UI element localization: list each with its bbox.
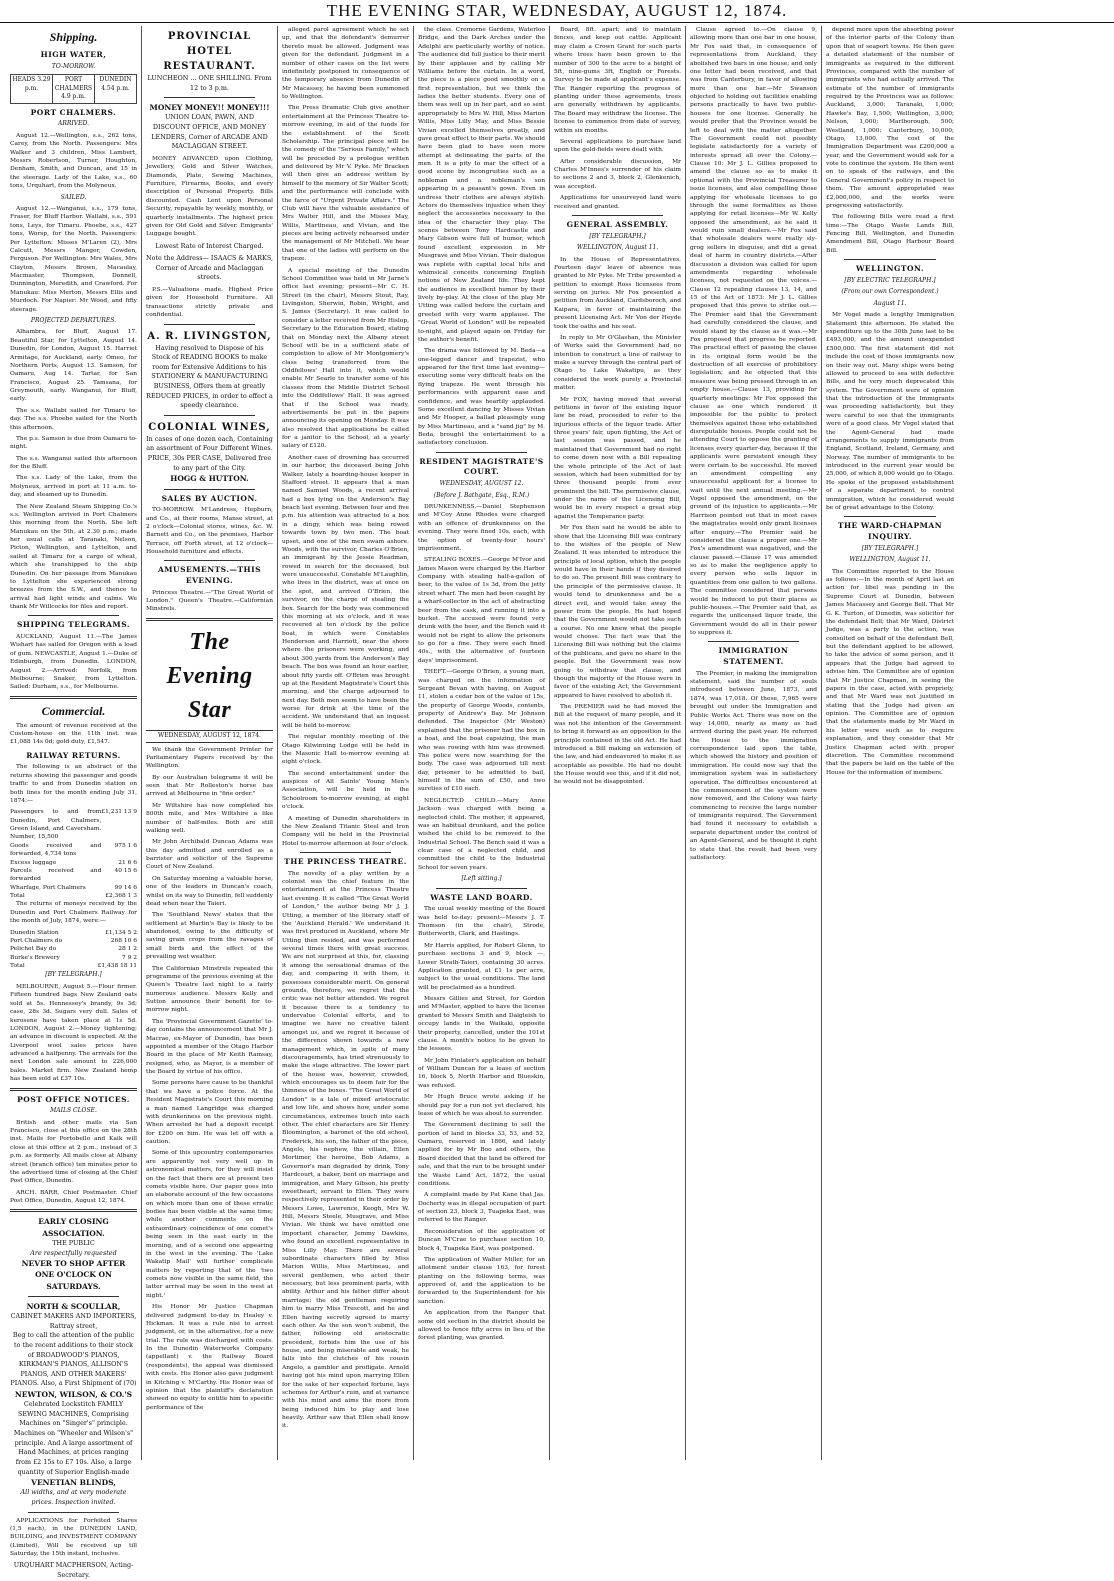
- row-value: £1,438 18 11: [97, 963, 137, 970]
- board-para: An application from the Ranger that some old section in the district should be allowed to fence fifty acres in lieu of the forest planting, was granted.: [418, 1310, 545, 1342]
- column-2: [142, 26, 278, 1460]
- money-rate: Lowest Rate of Interest Charged.: [155, 241, 264, 250]
- shipping-para: The p.s. Samson is due from Oamaru to-night.: [10, 435, 137, 451]
- court-para: DRUNKENNESS.—Daniel Stephenson and M'Coy Anne Rhodes were charged with an offence of drunkenness on the evening. They were fined 10s. each, with the option of twenty-four hours' imprisonment.: [418, 504, 545, 552]
- early-closing-heading: EARLY CLOSING ASSOCIATION.: [38, 1217, 109, 1238]
- board-para: After considerable discussion, Mr Charles M'Innes's surrender of his claim to sections 2 and 3, block 2, Glenkenich, was accepted.: [554, 158, 681, 190]
- divider: [164, 324, 255, 325]
- table-row: [10, 859, 137, 867]
- money-address: Note the Address— ISAACS & MARKS, Corner of Arcade and Maclaggan streets.: [146, 254, 274, 282]
- row-label: Dunedin Station: [10, 929, 59, 936]
- divider: [28, 1296, 119, 1297]
- correspondent-label: (From our own Correspondent.): [841, 288, 939, 296]
- editorial-para: The 'Provincial Government Gazette' to-day contains the announcement that Mr J. Macrae, ex-Mayor of Dunedin, has been appointed a member of the Otago Harbor Board in the place of Mr Keith Ramsay, resigned, who, as Mayor, is a member of the Board by virtue of his office.: [146, 1018, 273, 1076]
- table-row: [10, 962, 137, 970]
- arrived-text: August 12.—Wellington, s.s., 262 tons, Carey, from the North. Passengers: Mrs Walker and 3 children, Miss Lambert, Messrs Robertson, Turner, Houghton, Denham, Smith, and Duncan, and 15 in the steerage. Lady of the Lake, s.s., 60 tons, Urquhart, from the Molyneux.: [10, 132, 137, 190]
- tide-port: PORT CHALMERS 4.9 p.m.: [53, 75, 95, 103]
- table-row: [10, 892, 137, 900]
- table-row: [10, 945, 137, 953]
- commercial-heading: Commercial.: [41, 703, 106, 718]
- north-scoullar-sub: CABINET MAKERS AND IMPORTERS, Rattray street,: [10, 1312, 137, 1330]
- paper-date: WEDNESDAY, AUGUST 12, 1874.: [146, 730, 273, 743]
- ward-chapman-heading: THE WARD-CHAPMAN INQUIRY.: [837, 521, 943, 541]
- venetian-text: All widths, and at very moderate prices. Inspection invited.: [20, 1488, 127, 1506]
- wine-sign: HOGG & HUTTON.: [170, 474, 249, 484]
- by-electric-telegraph-label: [BY ELECTRIC TELEGRAPH.]: [844, 276, 936, 284]
- arrived-heading: ARRIVED.: [58, 120, 89, 128]
- editorial-para: Some persons have cause to be thankful that we have a police force. At the Resident Magistrate's Court this morning a man named Langridge was charged with drunkenness on the previous night. When arrested he had a deposit receipt for £200 on him. He was let off with a caution.: [146, 1080, 273, 1146]
- row-value: 7 9 2: [122, 954, 137, 961]
- article-para: the class. Cremorne Gardens, Waterloo Bridge, and the Dark Arches under the Adelphi are particularly worthy of notice. The audience did full justice to their merit by their applause and by calling Mr Williams before the curtain. In a word, the piece is a piece good smoothly on a first representation, but we think the ladies the better students. Every one of them was well up in her part, and so sent appropriately to Mrs W. Hill, Miss Marion Willis, Miss Lilly May, and Miss Bessie Vivian excelled themselves greatly, and gave great effect to their parts. We should have been glad to have seen more attempt at delineating the parts of the men. It is a pity to mar the effect of a good scene by incongruities such as a nobleman and a nobleman's son appearing in a peasant's gown. Even in undress their clothes are always stylish. Actors do themselves injustice when they neglect the accessories necessary to the idea of the character they play. The scenes between Tony Hardcastle and Mary Gibson were full of humor, which found excellent expression in Mr Musgrave and Miss Vivian. Their dialogue was replete with capital local hits and whimsical conceits concerning English notions of New Zealand life. They kept the audience in excellent humor by their lively by-play. At the close of the play Mr Utting was called before the curtain and greeted with very warm applause. The "Great World of London" will be repeated to-night, and played again on Friday for the author's benefit.: [418, 27, 545, 343]
- immigration-para: depend more upon the absorbing power of the interior parts of the Colony than upon that of seaport towns. He then gave a detailed statement of the number of immigrants as required in the different Provinces, compared with the number of immigrants who had actually arrived. The estimate of the number of immigrants required by the Provinces was as follows: Auckland, 3,000; Taranaki, 1,000; Hawke's Bay, 1,500; Wellington, 3,000; Nelson, 1,000; Marlborough, 500; Westland, 1,000; Canterbury, 10,000; Otago, 13,000. The cost of the Immigration Department was £200,000 a year, and the Government would ask for a vote to continue the system. He then went on to speak of the railways, and the General Government's policy in respect to them. The amount appropriated was £2,000,000, and the works were progressing satisfactorily.: [826, 27, 954, 209]
- board-para: The application of Walter Miller, for an allotment under clause 163, for forest planting on the following terms, was approved of, and the application to be forwarded to the Superintendent for his sanction.: [418, 1256, 545, 1305]
- divider: [572, 215, 663, 216]
- divider: [436, 888, 527, 889]
- court-before: (Before J. Bathgate, Esq., R.M.): [433, 491, 530, 499]
- editorial-para: The 'Southland News' states that the settlement at Martin's Bay is likely to be abandoned, owing to the difficulty of saving grain crops from the ravages of small birds and the effect of the prevailing wet weather.: [146, 912, 273, 961]
- column-5: [550, 26, 686, 1460]
- row-label: Parcels received and forwarded: [10, 867, 102, 883]
- article-para: The novelty of a play written by a colonist was the chief feature in the entertainment at the Princess Theatre last evening. It is called "The Great World of London," the author being Mr J. J. Utting, a member of the literary staff of the 'Auckland Herald.' We understand it was first produced in Auckland, where Mr Utting then resided, and was performed several times there with great success. We are not surprised at this, for, classing it among the sensational dramas of the day, and comparing it with them, it possesses considerable merit. On general grounds, therefore, we regret that the critic was not better attended. We regret it because there is a tendency to undervalue Colonial efforts, and to imagine we have no creative talent amongst us, and we regret it because of the difference shown towards a new management which, in spite of many discouragements, has tried strenuously to make the stage attractive. The lower part of the house was, however, crowded, which encourages us to deem fair for the thinness of the boxes. "The Great World of London" is a tale of mixed aristocratic and low life, and shows how, under some circumstances, extremes touch into each other. The chief characters are Sir Henry Bloomington, a baronet of the old school, Frederick, his son, the father of the piece, Angelo, his nephew, the villain, Ellen Mortimer, the heroine, Bob Adams, a Governor's man degraded by drink, Tony Hardcourt, a baker, bent on marriage and immigration, and Mary Gibson, his pretty sweetheart, servant to Ellen. They were respectively represented in their order by Messrs Lowe, Lawrence, Keogh, Mrs W. Hill, Messrs Steele, Musgrave, and Miss Vivian. We think we have omitted one important character, Jemmy Dawkins, who found an excellent representative in Miss Lilly May. There are several subordinate characters filled by Miss Marion Willis, Miss Martineau, and several gentlemen, who acted their necessary, but less prominent parts, with ability. Arthur and his father differ about marriage; the old gentleman requiring him to marry Miss Truscott, and he and Ellen having secretly agreed to marry each other. As the son won't submit, the father, following old aristocratic precedent, forbids him the use of his house, and being miserable and weak, he falls into the clutches of his cousin Angelo, a gambler and profligate. Arnold having got his mind upon marrying Ellen for the sake of her expected fortune, lays schemes for Arthur's ruin, and at variance with his mind and aims the more from being induced him to play and lose heavily. Arthur saw that Ellen shall know it.: [282, 870, 409, 1430]
- wellington-para: Mr Vogel made a lengthy Immigration Statement this afternoon. He stated the expenditure up to the 30th June last to be £493,000, and the amount unexpended £500,000. The first statement did not include the cost of those immigrants now on their way out. Many ships were being allowed to proceed to sea with defective Bills, and he very much deprecated this system. The Government were of opinion that the introduction of the Immigrants was proceeding satisfactorily, but they were careful to see that the immigrants were of a good class. Mr Vogel stated that the Agent-General had made arrangements to supply immigrants from England, Scotland, Ireland, Germany, and Norway. The number of immigrants to be introduced in the current year would be 25,000, of which 8,000 would go to Otago. He spoke of the proposed establishment of a separate department to control immigration, which he considered would be of great advantage to the Colony.: [826, 312, 954, 511]
- editorial-para: Some of this upcountry contemporaries are apparently not very well up in astronomical matters, for they will insist on the fact that there are at present two comets visible here. Our paper goes into an elaborate account of the few occasions on which more than one of these erratic bodies has been visible at the same time; while another comments on the extraordinary coincidence of one comet's being seen in the east early in the morning, and of a second one appearing in the west in the evening. The 'Lake Wakatip Mail' will further complicate matters by reporting that of the 'two comets now visible in the same field, the latter arrival may be seen in the west at night.': [146, 1150, 273, 1299]
- hotel-heading: PROVINCIAL HOTEL RESTAURANT.: [163, 31, 256, 72]
- applications-sign: URQUHART MACPHERSON, Acting-Secretary.: [13, 1561, 134, 1580]
- paper-title: The Evening Star: [166, 628, 253, 723]
- editorial-para: Mr Wiltshire has now completed his 800th mile, and Mrs Wiltshire a like number of half-miles. Both are still walking well.: [146, 802, 273, 834]
- tomorrow-label: TO-MORROW.: [51, 62, 96, 70]
- post-office-sign: ARCH. BARR, Chief Postmaster. Chief Post Office, Dunedin, August 12, 1874.: [10, 1189, 137, 1205]
- by-telegraph-label: [BY TELEGRAPH.]: [45, 971, 102, 979]
- article-para: Another case of drowning has occurred in our harbor, the deceased being John Walker, lately a boarding-house keeper in Stafford street. It appears that a man named Samuel Woods, a recent arrival had a box lying on the Anderson's Bay beach last evening. Between four and five p.m. his attention was attracted to a box in a dingy, which was being rowed towards town by two men. The boat upset, and one of the men swam ashore. Woods, with the survivor, Charles O'Brien, an immigrant by the Jessie Readman, rowed in search for the deceased, but were unsuccessful. Constable M'Laughlin, who lives in the district, was at once on the spot, and arrived O'Brien, the survivor, on the charge of stealing the box. Search for the body was commenced this morning at six o'clock, and it was recovered at ten o'clock by the police boat, in which were Constables Henderson and Harriott, near the shore where the prisoners were working, and about 300 yards from the Anderson's Bay beach. The box was found an hour earlier, about fifty yards off. O'Brien was brought up at the Resident Magistrate's Court this morning, and the charge adjourned to next day. Both men seem to have been the worse for drink at the time of the accident. We understand that an inquest will be held to-morrow.: [282, 454, 409, 729]
- applications-text: APPLICATIONS for Forfeited Shares (1,5 each), in the DUNEDIN LAND, BUILDING, and INVESTMENT COMPANY (Limited), Will be received up till Saturday, the 15th instant, inclusive.: [10, 1517, 137, 1558]
- high-water-heading: HIGH WATER,: [40, 50, 107, 60]
- assembly-date: WELLINGTON, August 11.: [576, 244, 659, 252]
- money-text: MONEY ADVANCED upon Clothing, Jewellery, Gold and Silver Watches, Diamonds, Plate, Sewing Machines, Furniture, Firearms, Books, and every description of Personal Property. Bills discounted. Cash Lent upon Personal Security, repayable by weekly, monthly, or quarterly installments. The highest price given for Old Gold and Silver. Emigrants' Luggage bought.: [146, 155, 273, 238]
- shipping-para: The New Zealand Steam Shipping Co.'s s.s. Wellington arrived in Port Chalmers this morning from the North. She left Manukau on the 5th, at 2.30 p.m.; made her usual calls at Taranaki, Nelson, Picton, Wellington, and Lyttelton, and sailed at Timaru for a cargo of wheat, which she transhipped to the ship Dunedin. On her passage from Manukau to Lyttelton she experienced strong breezes from the S.W., and thence to arrival had light winds and calms. We thank Mr Willcocks for files and report.: [10, 503, 137, 611]
- table-row: [10, 867, 137, 884]
- divider: [708, 641, 799, 642]
- assembly-para: The PREMIER said he had moved the Bill at the request of many people, and it was not the intention of the Government to bring it forward as an opposition to the principle contained in the old Act. He had introduced a Bill making an extension of the law, and had endeavored to make it as acceptable as possible. He had no doubt the House would see this, and if it did not, he would not be disappointed.: [554, 704, 681, 786]
- editorial-para: The Californian Minstrels repeated the programme of the previous evening at the Queen's Theatre last night to a fairly numerous audience. Messrs Kelly and Sutton announce their benefit for to-morrow night.: [146, 965, 273, 1014]
- divider: [164, 489, 255, 490]
- wellington-date: August 11.: [873, 299, 907, 307]
- sales-text: TO-MORROW. M'Landress, Hepburn, and Co., at their rooms, Manse street, at 2 o'clock—Colonial stores, wines, &c. W. Barnett and Co., on the premises, Harbor Terrace, off Forth street, at 12 o'clock—Household furniture and effects.: [146, 507, 273, 556]
- wine-ad: [146, 420, 273, 485]
- port-chalmers-heading: PORT CHALMERS.: [30, 107, 117, 117]
- divider: [10, 1209, 137, 1212]
- wellington-heading: WELLINGTON.: [855, 264, 925, 274]
- board-para: Messrs Gillies and Street, for Gordon and M'Master, applied to have the license granted to Messrs Smith and Dalgleish to occupy lands in the Waikaki, opposite their property, cancelled, under the 101st clause. A month's notice to be given to the lessees.: [418, 996, 545, 1053]
- board-para: Reconsideration of the application of Duncan M'Crae to purchase section 10, block 4, Tuapeka East, was postponed.: [418, 1228, 545, 1252]
- article-para: The second entertainment under the auspices of All Saints' Young Men's Association, will be held in the Schoolroom to-morrow evening, at eight o'clock.: [282, 770, 409, 811]
- money-ps: P.S.—Valuations made. Highest Price given for Household Furniture. All transactions strictly private and confidential.: [146, 287, 273, 319]
- sailed-heading: SAILED.: [60, 193, 87, 201]
- divider: [28, 615, 119, 616]
- row-value: 40 15 6: [114, 867, 137, 874]
- divider: [300, 852, 391, 853]
- sales-heading: SALES BY AUCTION.: [161, 493, 258, 503]
- money-ad: [146, 102, 273, 152]
- venetian-heading: VENETIAN BLINDS,: [31, 1478, 116, 1488]
- row-label: Goods received and forwarded, 4,734 tons: [10, 842, 102, 858]
- column-1: [6, 26, 142, 1580]
- assembly-para: In the House of Representatives. Fourteen days' leave of absence was granted to Mr Pyke. Mr Tribe presented a petition to exempt Ross licensees from serving on juries. Mr Fox presented a petition from Auckland, Cardsboroch, and Kaipara, in favor of maintaining the present Licensing Act. Mr Von der Heyde took the oaths and his seat.: [554, 256, 681, 330]
- board-para: Board, 8ft. apart; and to maintain fences, and keep out cattle. Applicant may claim a Crown Grant for such parts where trees have been grown to the number of 300 to the acre to a height of 5ft, nine-gums 3ft, English or Forests. Survey to be made at applicant's expense. The Ranger reporting the progress of planting under these agreements, trees are generally withdrawn by applicants. The Board may withdraw the license. The license to commence from date of survey, within six months.: [554, 27, 681, 134]
- divider: [164, 97, 255, 98]
- general-assembly-heading: GENERAL ASSEMBLY.: [566, 219, 669, 229]
- article-para: The regular monthly meeting of the Otago Kilwinning Lodge will be held in the Masonic Hall to-morrow evening at eight o'clock.: [282, 734, 409, 766]
- row-value: 975 1 6: [114, 842, 137, 849]
- amusements-text: Princess Theatre.—"The Great World of London." Queen's Theatre.—Californian Minstrels.: [146, 589, 273, 613]
- post-office-heading: POST OFFICE NOTICES.: [17, 1094, 130, 1104]
- post-office-text: British and other mails via San Francisco, close at this office on the 28th inst. Mails for Portobello and Kaik will close at this office at 2 p.m., instead of 3 p.m. as formerly. All mails close at Albany street (branch office) ten minutes prior to the advertised time of closing at the Chief Post Office, Dunedin.: [10, 1119, 137, 1185]
- telegraph-text: MELBOURNE, August 5.—Flour firmer. Fifteen hundred bags New Zealand oats sold at 5s. Hennessey's brandy, 9s 3d; case, 28s 3d. Sugars very dull. Sales of kerosene have taken place at 1s 5d. LONDON, August 2.—Money tightening; an advance in discount is expected. At the Liverpool wool sales prices have advanced a halfpenny. The arrivals for the next London sale amount to 226,000 bales. Market firm. New Zealand hemp has been sold at £37 10s.: [10, 984, 137, 1083]
- livingston-text: Having resolved to Dispose of his Stock of READING BOOKS to make room for Extensive Additions to his STATIONERY & MANUFACTURING BUSINESS, Offers them at greatly REDUCED PRICES, in order to effect a speedy clearance.: [146, 343, 273, 410]
- column-4: [414, 26, 550, 1460]
- masthead-title: THE EVENING STAR, WEDNESDAY, AUGUST 12, 1874.: [326, 1, 788, 20]
- table-row: [10, 954, 137, 962]
- immigration-heading: IMMIGRATION STATEMENT.: [718, 646, 789, 667]
- wine-heading: COLONIAL WINES,: [148, 421, 271, 433]
- board-para: Mr John Finlater's application on behalf of William Duncan for a lease of section 16, block 5, North Harbor and Blueskin, was refused.: [418, 1057, 545, 1089]
- table-row: [10, 842, 137, 859]
- waste-land-heading: WASTE LAND BOARD.: [430, 892, 533, 902]
- magistrates-court-heading: RESIDENT MAGISTRATE'S COURT.: [419, 456, 544, 477]
- row-value: £1,134 5 2: [105, 929, 137, 936]
- hotel-text: LUNCHEON ... ONE SHILLING. From 12 to 3 p.m.: [147, 74, 272, 92]
- divider: [146, 618, 273, 621]
- north-scoullar-ad: [10, 1301, 137, 1508]
- left-sitting: [Left sitting.]: [461, 875, 502, 883]
- table-row: [10, 808, 137, 842]
- railway-heading: RAILWAY RETURNS.: [26, 750, 121, 760]
- row-value: 268 10 6: [110, 937, 137, 944]
- tide-heads: HEADS 3.29 p.m.: [11, 75, 53, 103]
- court-para: STEALING BOXES.—George M'Ivor and James Mason were charged by the Harbor Company with stealing half-a-gallon of beer, to the value of 1s 3d, from the jetty street wharf. The men had been caught by a wharf-collector in the act of abstracting beer from the cask, and running it into a bucket. The accused were found very drunk with the beer, and the Bench said it would not be right to allow the prisoners to go for a fine. They were each fined 40s., with the alternative of fourteen days' imprisonment.: [418, 557, 545, 664]
- divider: [164, 560, 255, 561]
- sailed-text: August 12.—Wanganui, s.s., 179 tons, Fraser, for Bluff Harbor. Wallabi, s.s., 591 tons, Leys, for Timaru. Phoebe, s.s., 427 tons, Worsp, for the North. Passengers: Per Lyttelton: Misses M'Laren (2), Mrs Calcutt, Messrs Manger, Cowden, Ferguson. For Wellington: Mrs Wales, Mrs Clayton, Messrs Brown, Macaulay, Macmaster, Thompson, Donnell, Dunnington, Meredith, and Crawford. For Manukau: Miss Merton, Messrs Ellis and Murdoch. For Napier: Mr Wood, and fifty steerage.: [10, 206, 137, 313]
- assembly-para: Mr Fox then said he would be able to show that the Licensing Bill was contrary to the wishes of the people of New Zealand. It was intended to introduce the principle of local option, which the people would have in their hands if they desired to do so. The present Bill was contrary to the principle of the permissive clause. It would tend to drunkenness and be a direct evil, and would take away the power from the people. He had hoped that the Government would not take such a course. No one knew what the people would choose. The fact was that the Licensing Bill was nothing but the claims of the publicans, and gave no share to the people. But the Government was now going to withdraw that clause, and though the majority of the House were in favor of the existing Act, the Government appeared to have resolved to abolish it.: [554, 525, 681, 699]
- row-label: Total: [10, 963, 25, 970]
- court-date: WEDNESDAY, AUGUST 12.: [439, 480, 524, 488]
- board-para: Several applications to purchase land upon the gold-fields were dealt with.: [554, 138, 681, 154]
- by-telegraph-label: [BY TELEGRAPH.]: [589, 232, 646, 240]
- shipping-telegrams-text: AUCKLAND, August 11.—The James Wishart has sailed for Oregon with a load of gum. NEWCASTLE, August 1.—Duke of Edinburgh, from Dunedin. LONDON, August 2.—Arrived: Norfolk, from Melbourne; Snaker, from Lyttelton. Sailed: Durham, s.s., for Melbourne.: [10, 634, 137, 691]
- editorial-para: We thank the Government Printer for Parliamentary Papers received by the Wellington.: [146, 746, 273, 770]
- table-row: [10, 929, 137, 937]
- court-para: NEGLECTED CHILD.—Mary Anne Jackson was charged with being a neglected child. The mother, it appeared, was an habitual drunkard, and the police wished the child to be removed to the Industrial School. The Bench said it was a clear case of a neglected child, and committed the child to the Industrial School for seven years.: [418, 797, 545, 871]
- editorial-para: Mr John Archibald Duncan Adams was this day admitted and enrolled as a barrister and solicitor of the Supreme Court of New Zealand.: [146, 839, 273, 871]
- railway-text-2: The returns of moneys received by the Dunedin and Port Chalmers Railway for the month of July, 1874, were:—: [10, 901, 137, 925]
- row-label: Burke's Brewery: [10, 954, 60, 961]
- immigration-para: The Premier, in making the immigration statement, said the number of souls introduced between June, 1873, and 1874, was 17,018. Of these, 7,965 were brought out under the Immigration and Public Works Act. There was now on the way 14,000, nearly as many as had arrived during the past year. He referred the House to the immigration correspondence laid upon the table, which showed the history and position of immigration. He could now say that the immigration system was in satisfactory operation. The difficulties encountered at the commencement of the system were now removed, and the Colony was fairly commencing to receive the large number of immigrants required. The Government had found it necessary to establish a separate department under the control of an Agent-General, and he thought it right to state that the result had been very satisfactory.: [690, 670, 817, 861]
- tide-dunedin: DUNEDIN 4.54 p.m.: [99, 76, 132, 92]
- article-para: The drama was followed by M. Beda—a one-legged dancer and trapezist, who appeared for the first time last evening—executing some very difficult feats on the flying trapeze. He went through his performances with apparent ease and confidence, and was heartily applauded. Some excellent dancing by Misses Vivian and Mr Hooper, a ballad pleasingly sung by Miss Martineau, and a "sand jig" by M. Beda, brought the entertainment to a satisfactory conclusion.: [418, 348, 545, 447]
- board-para: Applications for unsurveyed land were received and granted.: [554, 195, 681, 210]
- column-3: [278, 26, 414, 1460]
- north-scoullar-heading: NORTH & SCOULLAR,: [26, 1301, 121, 1311]
- editorial-para: His Honor Mr Justice Chapman delivered judgment to-day in Healey v. Hickman. It was a rule nisi to arrest judgment, or, in the alternative, for a new trial. The rule was discharged with costs. In the Dunedin Waterworks Company (appellant) v. the Railway Board (respondents), the appeal was dismissed with costs. His Honor also gave judgment in Kitching v. M'Carthy. His Honor was of opinion that the plaintiff's declaration showed no equity to entitle him to specific performance of the: [146, 1304, 273, 1411]
- railway-table-2: [10, 929, 137, 971]
- mails-close-label: MAILS CLOSE.: [50, 1107, 97, 1115]
- row-label: Passengers to and from Dunedin, Port Chalmers, Green Island, and Caversham. Number, 15,500: [10, 809, 102, 841]
- newton-heading: NEWTON, WILSON, & CO.'S: [14, 1390, 133, 1399]
- table-row: [10, 884, 137, 892]
- divider: [164, 415, 255, 416]
- early-closing-ad: [10, 1216, 137, 1291]
- editorial-para: On Saturday morning a valuable horse, one of the leaders in Duncan's coach, whilst on its way to Dunedin, fell suddenly dead when near the Taieri.: [146, 875, 273, 907]
- amusements-heading: AMUSEMENTS.—THIS EVENING.: [157, 565, 262, 586]
- divider: [436, 452, 527, 453]
- early-closing-line: Are respectfully requested: [30, 1248, 117, 1257]
- money-heading: MONEY MONEY!! MONEY!!!: [149, 103, 270, 113]
- divider: [28, 1512, 119, 1513]
- shipping-para: The s.s. Wallabi sailed for Timaru to-day. The s.s. Phoebe sailed for the North this afternoon.: [10, 407, 137, 431]
- assembly-para: Clause agreed to.—On clause 9, allowing more than one bar in one house, Mr Fox said that, in consequence of representations from Auckland, they abolished two bars in one house; and only one letter had been received, and that was from Canterbury, in favor of allowing more than one bar.—Mr Swanson objected to holding out facilities enabling persons practically to have two public-houses for one license. Generally he would prefer that the Province would be left to deal with the matter altogether. The Government could not possibly legislate satisfactorily for a variety of interests spread all over the Colony.—Clause 10: Mr J. L. Gillies proposed to amend the clause so as to make it optional with the Provincial Treasurer to issue licenses, and also compelling those applying for wholesale licenses to go through the same formalities as those applying for retail licenses—Mr W. Kelly opposed the amendment, as he said it would ruin small dealers.—Mr Fox said that wholesale dealers were really sly-grog sellers in disguise, and did a great deal of harm in country districts.—After discussion a division was called for upon amendments regarding wholesale licenses, not requested on the voices.—Clause 12 repealing clauses 13, 14, and 15 of the Act of 1873: Mr J. L. Gillies proposed that this prove to strike out.—The Premier said that the Government had carefully considered the clause, and would stand by the clause as it was.—Mr Fox proposed that progress be reported. The practical effect of passing the clause in its original form would be the destruction of all exercise of prohibitory legislation; and he objected that this measure was being pressed through in an empty house.—Clause 13, providing for quarterly meetings: Mr Fox opposed the clause as one which rendered it impossible for the public to protect themselves against those who established disreputable houses. People could not be attending Court to oppose the granting of licenses every quarter-day, because if the applicants were persistent enough they were certain to be successful. He moved an amendment compelling any unsuccessful applicant for a license to wait until the next annual meeting.—Mr Vogel opposed the amendment, on the ground of its injustice to applicants.—Mr Harrison pointed out that in most cases the magistrates would only grant licenses after enquiry.—The Premier said he considered the clause a proper one.—Mr Fox's amendment was negatived, and the clause passed.—Clause 17 was amended so as to make the negligence apply to every person who sells liquor in quantities from one gallon to two gallons. The committee considered that persons would be induced to put their places as public-houses.—The Premier said that, as regards the unlicensed liquor trade, the Government would do all in their power to suppress it.: [690, 27, 817, 636]
- row-label: Excess luggage: [10, 859, 57, 866]
- livingston-ad: [146, 329, 273, 411]
- assembly-para: In reply to Mr O'Glashan, the Minister of Works said the Government had no intention to construct a line of railway to make a survey through the central part of Otago to Lake Wakatipu, as they considered the work purely a Provincial matter.: [554, 334, 681, 392]
- assembly-para: Mr FOX, having moved that several petitions in favor of the existing liquor law be read, proceeded to refer to the injurious effects of the liquor trade. After three years' fair, upon fighting, the Act of last session was passed, and he maintained that Government had no right to come down now with a Bill repealing the whole principle of the Act of last session, which had been submitted for by three thousand people from ever prominent the bill. The permissive clause, under the name of the Licensing Bill, would be in every respect a great step against the Temperance party.: [554, 396, 681, 520]
- hotel-ad: [146, 29, 273, 93]
- page-columns: [6, 26, 1108, 1580]
- row-value: £2,368 1 3: [105, 893, 137, 900]
- row-value: 99 14 6: [114, 884, 137, 891]
- row-label: Wharfage, Port Chalmers: [10, 884, 86, 891]
- wine-text: In cases of one dozen each, Containing an assortment of Four Different Wines. PRICE, 30s PER CASE, Delivered free to any part of the City.: [146, 434, 273, 472]
- board-para: The Government declining to sell the portion of land in blocks 33, 53, and 52, Oamaru, reserved in 1866, and lately applied for by Mr Boo and others, the Board decided that the land be offered for sale, and that the run to be brought under the Waste Land Act, 1872, the usual conditions.: [418, 1122, 545, 1187]
- newton-text: Celebrated Lockstitch FAMILY SEWING MACHINES, Comprising Machines on "Singer's" principle. Machines on "Wheeler and Wilson's" principle. And A large assortment of Hand Machines, at prices ranging from £2 15s to £7 10s. Also, a large quantity of Superior English-made: [13, 1400, 134, 1476]
- tide-table: [10, 74, 137, 104]
- row-label: Pelichet Bay do: [10, 946, 57, 953]
- projected-heading: PROJECTED DEPARTURES.: [30, 316, 117, 324]
- divider: [10, 1088, 137, 1091]
- immigration-para: The following Bills were read a first time:—The Otago Waste Lands Bill, Fencing Bill, Wellington, and Dunedin Amendment Bill, Otago Harbour Board Bill.: [826, 214, 954, 254]
- table-row: [10, 937, 137, 945]
- article-para: alleged parol agreement which he set up, and that the defendant's demurrer thereto must be allowed. Judgment was given for the defendant. Judgment in a number of other cases on the list were indefinitely postponed in consequence of the temporary absence from Dunedin of Mr Macassey, he having been summoned to Wellington.: [282, 27, 409, 100]
- board-para: A complaint made by Pat Kane that Jas. Docherty was in illegal occupation of part of section 23, block 3, Tuapeka East, was referred to the Ranger.: [418, 1192, 545, 1224]
- board-para: Mr Hugh Bruce wrote asking if he should pay for a run not yet declared, his lease of which he was about to surrender.: [418, 1094, 545, 1117]
- article-para: A special meeting of the Dunedin School Committee was held in Mr Jarne's office last evening; present—Mr C. H. Street (in the chair), Messrs Stout, Ray, Livingston, Sherwin, Robin, Wright, and S. James (Secretary). It was called to consider a letter received from Mr Hislop, Secretary to the Education Board, stating that on Monday next the Albany street School will be in a sufficient state of completion to allow of Mr Montgomery's class being transferred from the Oddfellows' Hall into it, which would enable Mr Searle to transfer some of his classes from the Middle District School into the Oddfellows' Hall. It was agreed that if the School was ready, advertisements be put in the papers announcing its opening on Monday. It was also resolved that applications be called for a janitor to the School, at a yearly salary of £120.: [282, 267, 409, 450]
- court-para: THEFT.—George O'Brien, a young man, was charged on the information of Sergeant Bevan with having, on August 11, stolen a cedar box of the value of 15s, the property of George Woods, contents, property of Andrew's Bay. Mr Johnson defended. The Inspector (Mr Weston) explained that the prisoner had the box in a boat, and the boat capsizing, the man who was rowing with him was drowned. The police were now searching for the body. The case was adjourned till next day, prisoner to be admitted to bail, himself in the sum of £50, and two sureties of £10 each.: [418, 669, 545, 793]
- board-para: The usual weekly meeting of the Board was held to-day; present—Messrs J. T. Thomson (in the chair), Strode, Butterworth, Clark, and Hastings.: [418, 906, 545, 938]
- divider: [844, 259, 936, 260]
- theatre-heading: THE PRINCESS THEATRE.: [284, 857, 407, 866]
- money-sub: UNION LOAN, PAWN, AND DISCOUNT OFFICE, AND MONEY LENDERS, Corner of ARCADE AND MACLAGGAN STREET.: [151, 113, 268, 151]
- article-para: A meeting of Dunedin shareholders in the New Zealand Titanic Steel and Iron Company will be held in the Provincial Hotel to-morrow afternoon at four o'clock.: [282, 815, 409, 847]
- shipping-heading: Shipping.: [49, 30, 98, 44]
- row-label: Port Chalmers do: [10, 937, 63, 944]
- early-closing-line: THE PUBLIC: [52, 1238, 95, 1247]
- railway-text: The following is an abstract of the returns showing the passenger and goods traffic to and from Dunedin station on both lines for the month ending July 31, 1874:—: [10, 764, 137, 804]
- early-closing-line: NEVER TO SHOP AFTER: [21, 1259, 126, 1269]
- commercial-text: The amount of revenue received at the Custom-house on the 11th inst. was £1,088 14s 0d; gold duty, £1,547.: [10, 722, 137, 746]
- ward-chapman-para: The Committee reported to the House as follows:—In the month of April last an action for libel was pending in the Supreme Court at Dunedin, between James Macassey and George Bell. That Mr G. K. Turton, of Dunedin, was solicitor for the defendant Bell; that Mr Ward, District Judge, was a party to the action, was consulted on behalf of the defendant Bell, but the defendant applied to be allowed, to take the advice of some person, and it appears that the Judge had agreed to advise him. The Committee are of opinion that Mr Justice Chapman, in seeing the papers in the case, acted with propriety, and that Mr Ward was not justified in stating that the Judge had given an opinion. The Committee are of opinion that the statements made by Mr Ward in his letter were such as to require explanation, and they consider that Mr Justice Chapman acted with proper discretion. The Committee recommend that the papers be laid on the table of the House for the information of members.: [826, 568, 954, 776]
- shipping-telegrams-heading: SHIPPING TELEGRAMS.: [17, 620, 130, 630]
- early-closing-line: ONE O'CLOCK ON SATURDAYS.: [35, 1270, 112, 1291]
- column-6: [686, 26, 822, 1460]
- ward-chapman-date: WELLINGTON, August 11.: [849, 556, 931, 564]
- column-7: [822, 26, 958, 1460]
- board-para: Mr Harris applied, for Robert Glenn, to purchase sections 3 and 9, block —, Lower Strath-Taieri, containing 30 acres. Application granted, at £1 1s per acre, subject to the usual conditions. The land will be proclaimed as a hundred.: [418, 942, 545, 991]
- shipping-para: The s.s. Lady of the Lake, from the Molyneux, arrived in port at 11 a.m. to-day, and steamed up to Dunedin.: [10, 475, 137, 499]
- divider: [10, 696, 137, 699]
- north-scoullar-text: Beg to call the attention of the public to the recent additions to their stock of BROADWOOD'S PIANOS, KIRKMAN'S PIANOS, ALLISON'S PIANOS, AND OTHER MAKERS' PIANOS. Also, a First Shipment of (70): [10, 1331, 137, 1388]
- livingston-heading: A. R. LIVINGSTON,: [147, 330, 272, 342]
- editorial-para: By our Australian telegrams it will be seen that Mr Rolleston's horse has arrived at Melbourne in "fine order.": [146, 774, 273, 798]
- railway-table-1: [10, 808, 137, 900]
- row-label: Total: [10, 893, 25, 900]
- by-telegraph-label: [BY TELEGRAPH.]: [861, 544, 919, 552]
- divider: [844, 516, 936, 517]
- row-value: 28 1 2: [118, 946, 137, 953]
- row-value: 21 6 6: [118, 859, 137, 866]
- projected-text: Alhambra, for Bluff, August 17. Beautiful Star, for Lyttelton, August 14. Dunedin, for London, August 15. Harriet Armitage, for Auckland, early. Omeo, for Northern Ports, August 13. Samson, for Oamaru, Aug 14. Tartar, for San Francisco, August 25. Tamsana, for Greymouth, early. Wanganui, for Bluff, early.: [10, 329, 137, 403]
- masthead: [0, 0, 1114, 23]
- article-para: The Press Dramatic Club give another entertainment at the Princess Theatre to-morrow evening, in aid of the funds for the establishment of the Scott Scholarship. The principal piece will be the comedy of the "Serious Family," which will be preceded by a prologue written and delivered by Mr V. Pyke. Mr Bracken will then give an address written by himself to the memory of Sir Walter Scott; and the performance will conclude with the farce of "Urgent Private Affairs." The Club will have the valuable assistance of Mrs Walter Hill, and the Misses May, Willis, Martineau, and Vivian, and the pieces are being actively rehearsed under the management of Mr Mitchell. We hear that one of the ladies will perform on the trapeze.: [282, 105, 409, 263]
- shipping-para: The s.s. Wanganui sailed this afternoon for the Bluff.: [10, 455, 137, 471]
- row-value: £1,231 13 9: [101, 809, 137, 816]
